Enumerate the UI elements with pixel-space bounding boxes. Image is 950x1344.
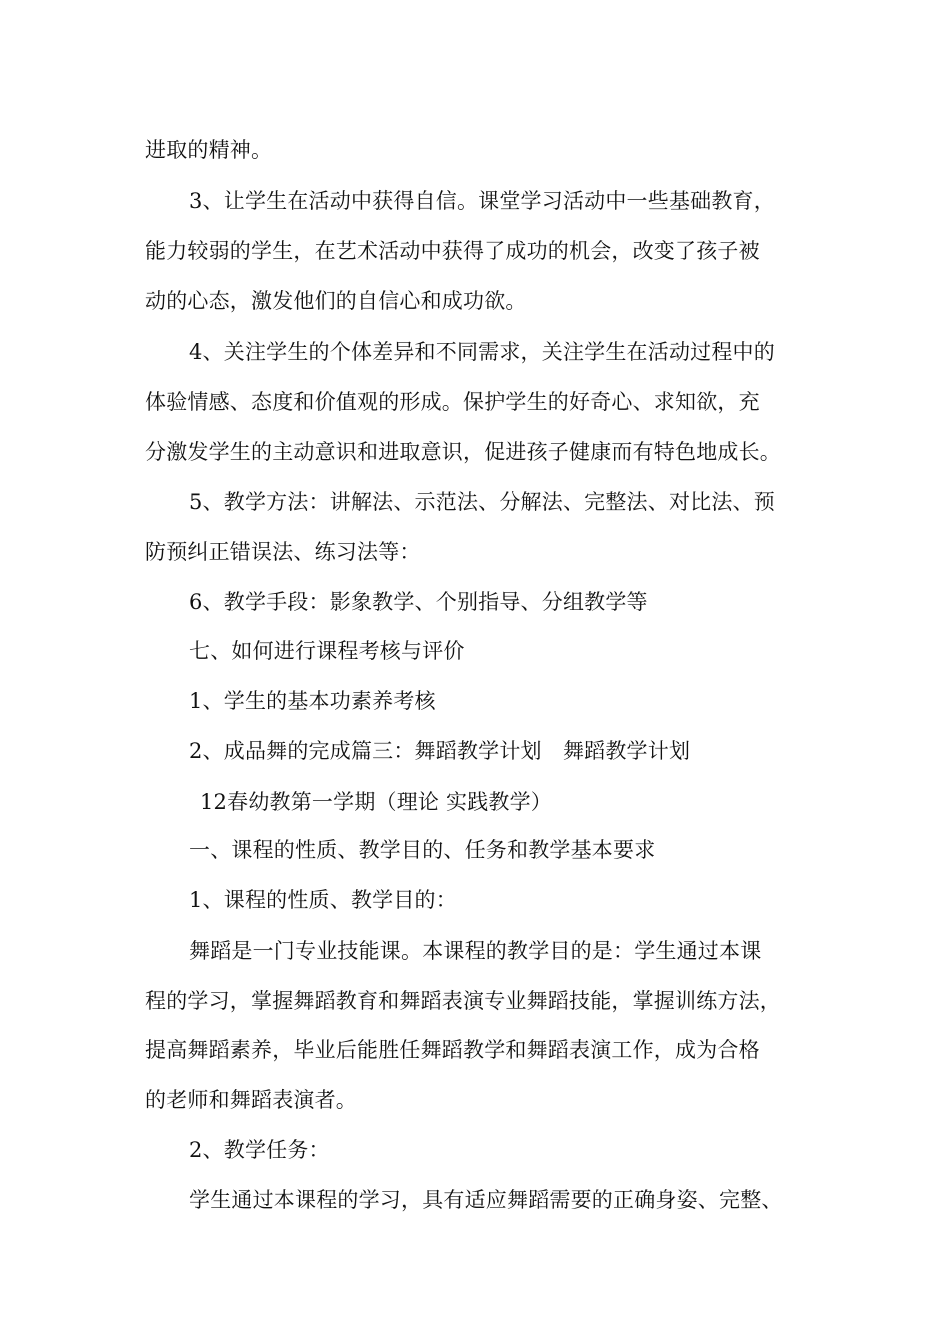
text-line: 进取的精神。	[145, 138, 273, 162]
text-line: 舞蹈是一门专业技能课。本课程的教学目的是：学生通过本课	[189, 939, 762, 963]
text-line: 4、关注学生的个体差异和不同需求，关注学生在活动过程中的	[189, 340, 775, 364]
text-line: 学生通过本课程的学习，具有适应舞蹈需要的正确身姿、完整、	[189, 1188, 783, 1212]
text-line: 体验情感、态度和价值观的形成。保护学生的好奇心、求知欲，充	[145, 390, 760, 414]
text-line: 2、教学任务：	[189, 1138, 330, 1162]
section-heading: 一、课程的性质、教学目的、任务和教学基本要求	[189, 838, 656, 862]
subtitle-line: 12春幼教第一学期（理论 实践教学）	[200, 790, 552, 814]
text-line: 1、课程的性质、教学目的：	[189, 888, 457, 912]
text-line: 防预纠正错误法、练习法等：	[145, 540, 421, 564]
text-line: 2、成品舞的完成篇三：舞蹈教学计划 舞蹈教学计划	[189, 739, 691, 763]
text-line: 程的学习，掌握舞蹈教育和舞蹈表演专业舞蹈技能，掌握训练方法，	[145, 989, 781, 1013]
text-line: 动的心态，激发他们的自信心和成功欲。	[145, 289, 527, 313]
text-line: 提高舞蹈素养，毕业后能胜任舞蹈教学和舞蹈表演工作，成为合格	[145, 1038, 760, 1062]
text-line: 分激发学生的主动意识和进取意识，促进孩子健康而有特色地成长。	[145, 440, 781, 464]
text-line: 能力较弱的学生，在艺术活动中获得了成功的机会，改变了孩子被	[145, 239, 760, 263]
text-line: 1、学生的基本功素养考核	[189, 689, 436, 713]
text-line: 3、让学生在活动中获得自信。课堂学习活动中一些基础教育，	[189, 189, 775, 213]
section-heading: 七、如何进行课程考核与评价	[189, 639, 465, 663]
text-line: 的老师和舞蹈表演者。	[145, 1088, 357, 1112]
text-line: 5、教学方法：讲解法、示范法、分解法、完整法、对比法、预	[189, 490, 775, 514]
text-line: 6、教学手段：影象教学、个别指导、分组教学等	[189, 590, 648, 614]
